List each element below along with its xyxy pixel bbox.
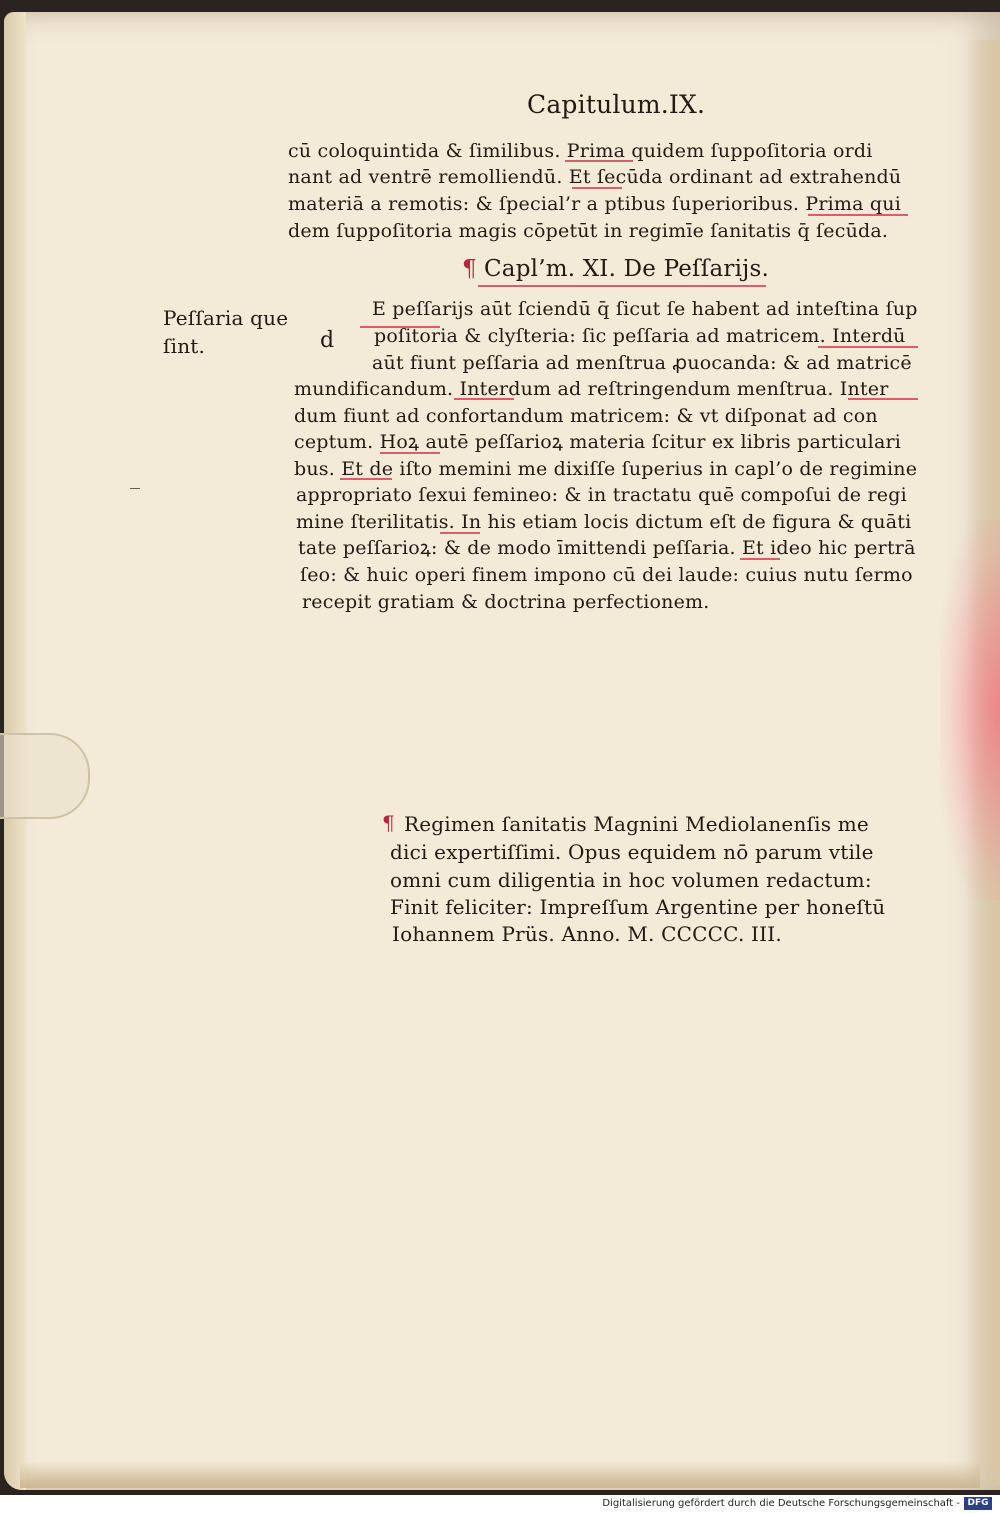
marginal-note: Peſſaria que: [163, 306, 289, 330]
chapter-title: Capl’m. XI. De Peſſarijs.: [484, 256, 769, 282]
body-line: tate peſſarioꝝ: & de modo īmittendi peſſaria. Et ideo hic pertrā: [298, 537, 916, 559]
rubric-stroke: [808, 214, 908, 216]
body-line: recepit gratiam & doctrina perfectionem.: [302, 591, 710, 613]
colophon-line: Regimen ſanitatis Magnini Mediolanenſis me: [404, 812, 869, 836]
body-line: ceptum. Hoꝝ autē peſſarioꝝ materia ſcitur ex libris particulari: [294, 431, 902, 453]
rubric-stroke: [440, 532, 480, 534]
rubric-stroke: [380, 452, 440, 454]
rubric-stroke: [740, 558, 780, 560]
body-line: aūt fiunt peſſaria ad menſtrua ꝓuocanda: & ad matricē: [372, 352, 912, 374]
page-bottom-edge: [20, 1462, 980, 1488]
colophon-line: Finit feliciter: Impreſſum Argentine per honeſtū: [390, 895, 886, 919]
rubric-stroke: [572, 187, 622, 189]
body-line: appropriato ſexui femineo: & in tractatu quē compoſui de regi: [296, 484, 907, 506]
rubric-stroke: [848, 398, 918, 400]
colophon-line: dici expertiſſimi. Opus equidem nō parum vtile: [390, 840, 874, 864]
colophon-line: Iohannem Prüs. Anno. M. CCCCC. III.: [392, 922, 782, 946]
body-line: mine ſterilitatis. In his etiam locis dictum eſt de figura & quāti: [296, 511, 912, 533]
body-line: mundificandum. Interdum ad reſtringendum menſtrua. Inter: [294, 378, 889, 400]
marginal-note: ſint.: [163, 334, 206, 358]
chapter-heading: Capitulum.IX.: [527, 90, 706, 119]
stray-mark: [130, 488, 140, 489]
colophon-pilcrow: ¶: [382, 811, 395, 835]
rubric-stroke: [818, 346, 918, 348]
intro-line: materiā a remotis: & ſpecial’r a ptibus ſuperioribus. Prima qui: [288, 193, 901, 215]
body-line: E peſſarijs aūt ſciendū q̄ ſicut ſe habent ad inteſtina ſup: [372, 298, 918, 320]
page-clip: [0, 733, 90, 819]
footer-credit: Digitalisierung gefördert durch die Deutsche Forschungsgemeinschaft -: [602, 1498, 960, 1509]
dfg-logo: DFG: [964, 1497, 992, 1510]
rubric-stroke: [565, 160, 633, 162]
chapter-pilcrow: ¶: [462, 256, 477, 282]
body-line: dum fiunt ad confortandum matricem: & vt diſponat ad con: [294, 405, 878, 427]
guide-letter: d: [320, 328, 335, 353]
body-line: ſeo: & huic operi finem impono cū dei laude: cuius nutu ſermo: [300, 564, 913, 586]
rubric-stroke: [478, 285, 766, 287]
rubric-stroke: [454, 398, 514, 400]
intro-line: nant ad ventrē remolliendū. Et ſecūda ordinant ad extrahendū: [288, 166, 902, 188]
intro-line: dem ſuppoſitoria magis cōpetūt in regimīe ſanitatis q̄ ſecūda.: [288, 220, 889, 242]
body-line: bus. Et de iſto memini me dixiſſe ſuperius in capl’o de regimine: [294, 458, 918, 480]
body-line: poſitoria & clyſteria: ſic peſſaria ad matricem. Interdū: [374, 325, 906, 347]
intro-line: cū coloquintida & ſimilibus. Prima quidem ſuppoſitoria ordi: [288, 140, 873, 162]
pink-stain: [940, 520, 1000, 900]
rubric-stroke: [360, 326, 440, 328]
colophon-line: omni cum diligentia in hoc volumen redactum:: [390, 868, 872, 892]
rubric-stroke: [340, 478, 392, 480]
